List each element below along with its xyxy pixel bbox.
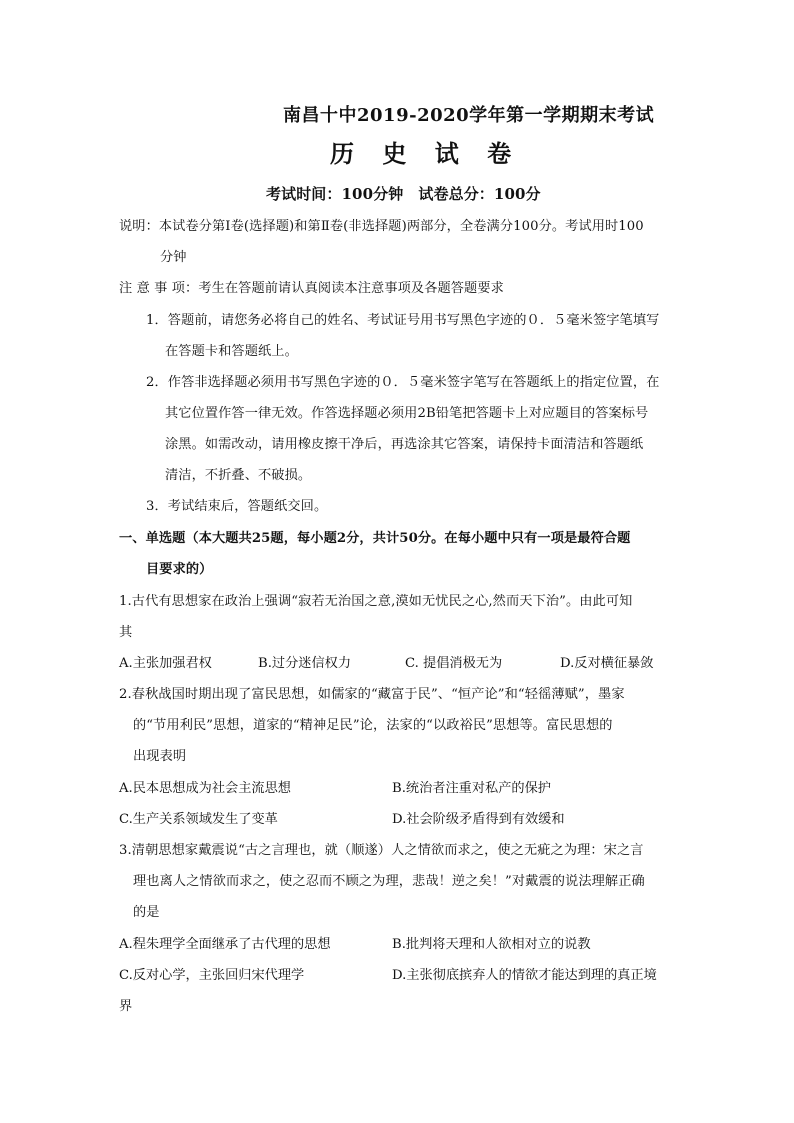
question-2-stem-cont: 出现表明 <box>133 749 187 764</box>
question-2-option-b: B.统治者注重对私产的保护 <box>392 781 551 796</box>
question-3-option-b: B.批判将天理和人欲相对立的说教 <box>392 937 591 952</box>
question-1-option-b: B.过分迷信权力 <box>258 656 352 671</box>
question-2-option-d: D.社会阶级矛盾得到有效缓和 <box>392 812 565 827</box>
explanation-line: 分钟 <box>160 250 187 265</box>
question-1-stem-cont: 其 <box>119 625 133 640</box>
explanation-line: 说明：本试卷分第Ⅰ卷(选择题)和第Ⅱ卷(非选择题)两部分，全卷满分100分。考试用时100 <box>119 219 644 234</box>
question-1-option-a: A.主张加强君权 <box>119 656 212 671</box>
section-heading-cont: 目要求的） <box>146 562 213 577</box>
question-3-option-d-cont: 界 <box>119 999 133 1014</box>
question-3-stem: 3.清朝思想家戴震说“古之言理也，就（顺遂）人之情欲而求之，使之无疵之为理：宋之言 <box>119 843 644 858</box>
question-1-option-d: D.反对横征暴敛 <box>560 656 654 671</box>
notice-item-2-cont: 其它位置作答一律无效。作答选择题必须用2B铅笔把答题卡上对应题目的答案标号 <box>165 406 649 421</box>
notice-item-2-cont: 涂黑。如需改动，请用橡皮擦干净后，再选涂其它答案，请保持卡面清洁和答题纸 <box>165 437 644 452</box>
notice-item-1: 1．答题前，请您务必将自己的姓名、考试证号用书写黑色字迹的０．５毫米签字笔填写 <box>146 313 660 328</box>
question-2-stem: 2.春秋战国时期出现了富民思想，如儒家的“藏富于民”、“恒产论”和“轻徭薄赋”，墨家 <box>119 687 625 702</box>
exam-title: 南昌十中2019-2020学年第一学期期末考试 <box>283 105 655 126</box>
section-heading: 一、单选题（本大题共25题，每小题2分，共计50分。在每小题中只有一项是最符合题 <box>119 531 631 546</box>
notice-item-3: 3．考试结束后，答题纸交回。 <box>146 499 328 514</box>
question-3-option-c: C.反对心学，主张回归宋代理学 <box>119 968 305 983</box>
question-3-stem-cont: 理也离人之情欲而求之，使之忍而不顾之为理，悲哉！逆之矣！”对戴震的说法理解正确 <box>133 874 645 889</box>
notice-heading: 注 意 事 项：考生在答题前请认真阅读本注意事项及各题答题要求 <box>119 281 504 296</box>
question-1-option-c: C. 提倡消极无为 <box>405 656 503 671</box>
exam-time-info: 考试时间：100分钟 试卷总分：100分 <box>266 185 541 203</box>
question-3-stem-cont: 的是 <box>133 905 160 920</box>
notice-item-2: 2．作答非选择题必须用书写黑色字迹的０．５毫米签字笔写在答题纸上的指定位置，在 <box>146 375 660 390</box>
subject-title: 历 史 试 卷 <box>330 139 522 168</box>
question-2-option-a: A.民本思想成为社会主流思想 <box>119 781 291 796</box>
question-2-stem-cont: 的“节用利民”思想，道家的“精神足民”论，法家的“以政裕民”思想等。富民思想的 <box>133 718 613 733</box>
question-1-stem: 1.古代有思想家在政治上强调“寂若无治国之意,漠如无忧民之心,然而天下治”。由此可知 <box>119 594 633 609</box>
question-3-option-d: D.主张彻底摈弃人的情欲才能达到理的真正境 <box>392 968 657 983</box>
notice-item-2-cont: 清洁，不折叠、不破损。 <box>165 468 312 483</box>
question-2-option-c: C.生产关系领域发生了变革 <box>119 812 278 827</box>
question-3-option-a: A.程朱理学全面继承了古代理的思想 <box>119 937 331 952</box>
notice-item-1-cont: 在答题卡和答题纸上。 <box>165 344 298 359</box>
